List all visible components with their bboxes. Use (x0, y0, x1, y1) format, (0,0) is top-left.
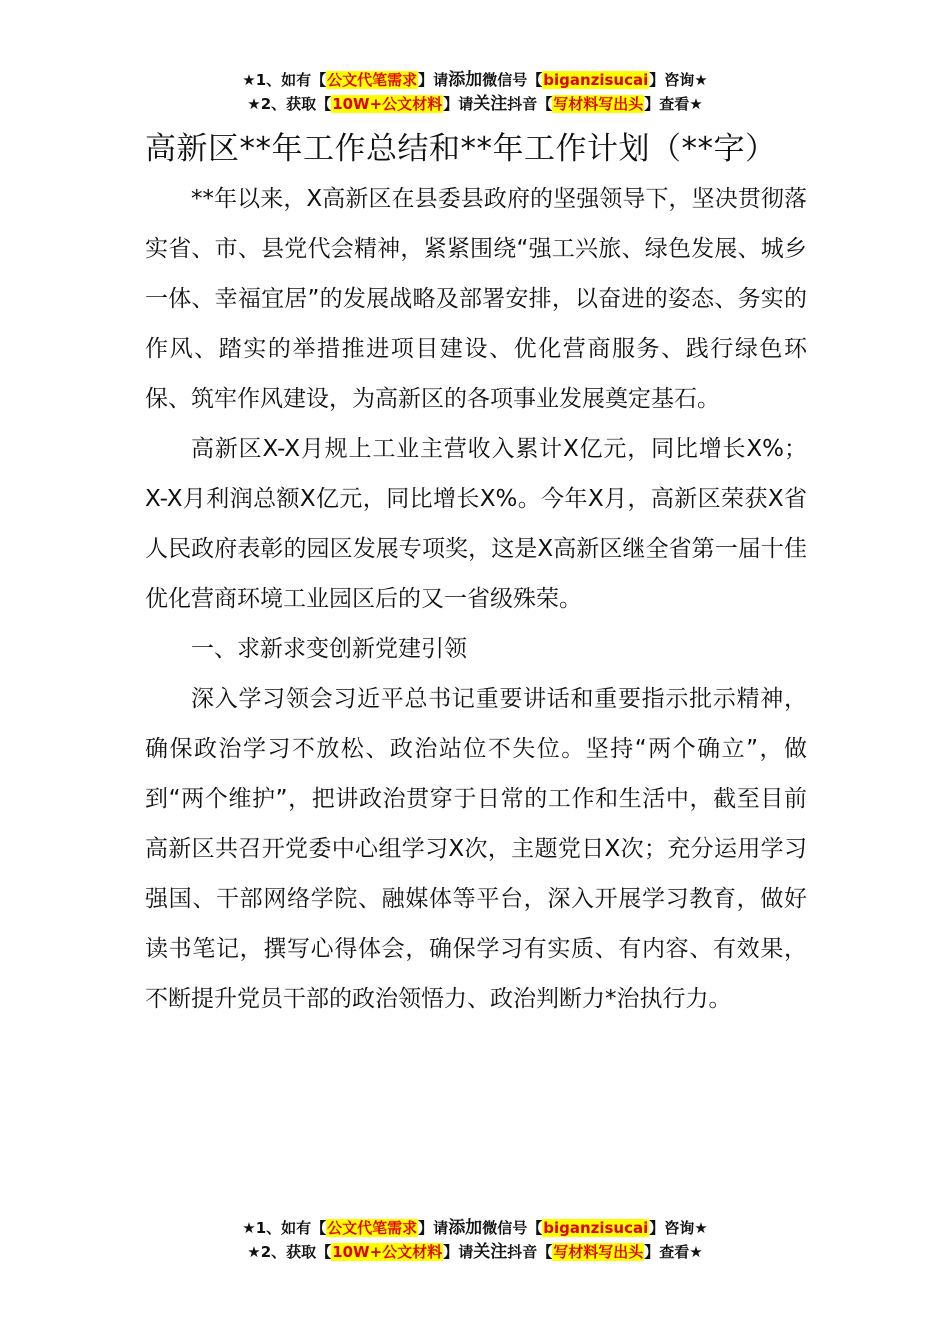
promo-highlight: 公文代笔需求 (327, 71, 418, 89)
promo-text: 】请 (418, 71, 449, 89)
promo-text: 微信号【 (482, 1219, 543, 1237)
promo-highlight: 写材料写出头 (553, 95, 644, 113)
paragraph: 深入学习领会习近平总书记重要讲话和重要指示批示精神，确保政治学习不放松、政治站位不失位。坚持“两个确立”，做到“两个维护”，把讲政治贯穿于日常的工作和生活中，截至目前高新区共召开党委中心组学习X次，主题党日X次；充分运用学习强国、干部网络学院、融媒体等平台，深入开展学习教育，做好读书笔记，撰写心得体会，确保学习有实质、有内容、有效果，不断提升党员干部的政治领悟力、政治判断力*治执行力。 (145, 686, 807, 1012)
promo-emphasis: 添加 (448, 70, 483, 90)
promo-highlight: 公文代笔需求 (327, 1219, 418, 1237)
promo-highlight: 写材料写出头 (553, 1243, 644, 1261)
promo-text: 微信号【 (482, 71, 543, 89)
promo-text: ★1、如有【 (242, 71, 327, 89)
promo-line-2 (0, 92, 950, 116)
promo-text: ★2、获取【 (247, 95, 332, 113)
promo-highlight: biganzisucai (543, 1219, 649, 1237)
promo-banner-bottom (0, 1216, 950, 1264)
promo-text: 】请 (418, 1219, 449, 1237)
promo-line-2 (0, 1240, 950, 1264)
promo-highlight: 10W+公文材料 (332, 1243, 443, 1261)
promo-text: 】查看★ (644, 95, 703, 113)
promo-text: 】请 (443, 95, 474, 113)
promo-line-1 (0, 68, 950, 92)
section-heading: 一、求新求变创新党建引领 (191, 636, 467, 662)
promo-text: ★1、如有【 (242, 1219, 327, 1237)
promo-banner-top (0, 68, 950, 116)
document-body (145, 124, 807, 1024)
promo-text: 抖音【 (507, 1243, 553, 1261)
promo-text: 】请 (443, 1243, 474, 1261)
promo-line-1 (0, 1216, 950, 1240)
paragraph: 高新区X-X月规上工业主营收入累计X亿元，同比增长X%；X-X月利润总额X亿元，同比增长X%。今年X月，高新区荣获X省人民政府表彰的园区发展专项奖，这是X高新区继全省第一届十佳优化营商环境工业园区后的又一省级殊荣。 (145, 436, 807, 612)
promo-emphasis: 关注 (473, 94, 508, 114)
promo-text: ★2、获取【 (247, 1243, 332, 1261)
promo-emphasis: 添加 (448, 1218, 483, 1238)
promo-text: 】咨询★ (649, 71, 708, 89)
promo-emphasis: 关注 (473, 1242, 508, 1262)
document-title: 高新区**年工作总结和**年工作计划（**字） (145, 131, 777, 167)
promo-highlight: biganzisucai (543, 71, 649, 89)
promo-text: 】咨询★ (649, 1219, 708, 1237)
paragraph: **年以来，X高新区在县委县政府的坚强领导下，坚决贯彻落实省、市、县党代会精神，紧紧围绕“强工兴旅、绿色发展、城乡一体、幸福宜居”的发展战略及部署安排，以奋进的姿态、务实的作风、踏实的举措推进项目建设、优化营商服务、践行绿色环保、筑牢作风建设，为高新区的各项事业发展奠定基石。 (145, 186, 807, 412)
promo-text: 】查看★ (644, 1243, 703, 1261)
promo-highlight: 10W+公文材料 (332, 95, 443, 113)
promo-text: 抖音【 (507, 95, 553, 113)
